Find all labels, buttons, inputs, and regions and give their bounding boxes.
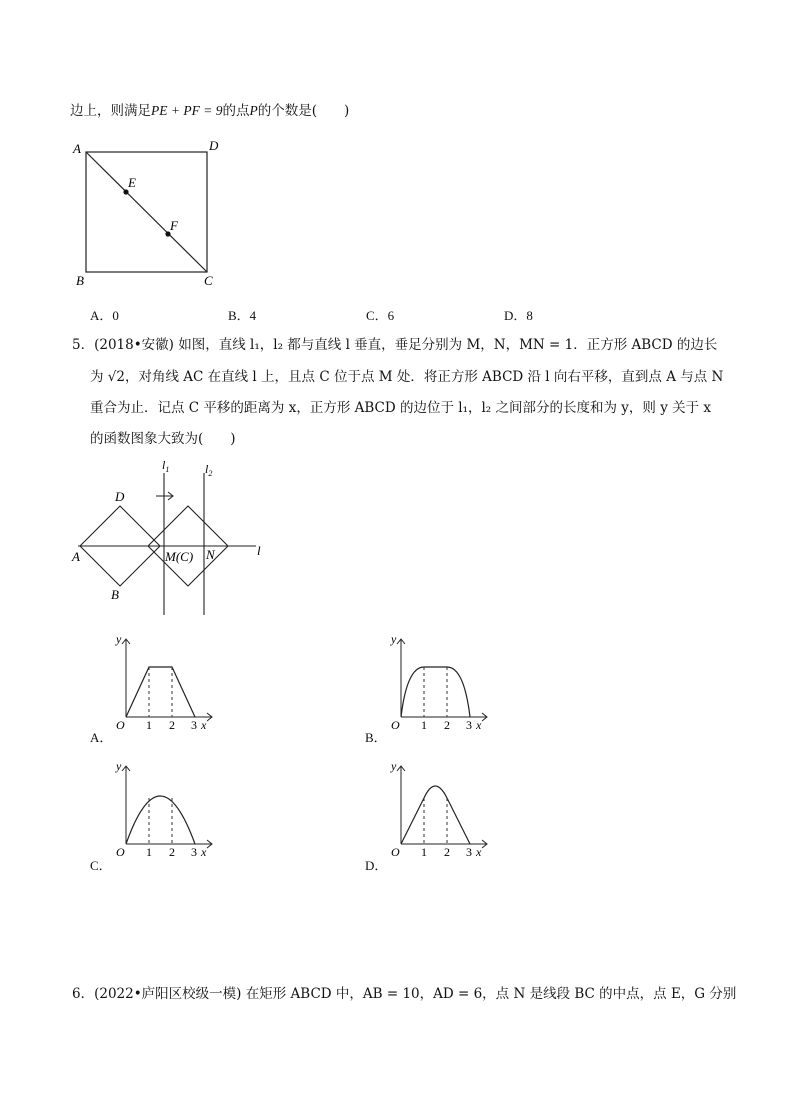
q5-label-N: N	[206, 547, 215, 562]
q5-option-b-graph[interactable]	[365, 633, 495, 737]
q4-option-d[interactable]: D．8	[504, 308, 533, 323]
graph-b-svg	[365, 633, 495, 733]
q4-label-D: D	[209, 138, 219, 153]
q4-option-a[interactable]: A．0	[90, 308, 119, 323]
graph-c-O: O	[116, 845, 125, 859]
q6-stem-line1: 6．(2022•庐阳区校级一模) 在矩形 ABCD 中，AB = 10，AD = 6，点 N 是线段 BC 的中点，点 E，G 分别	[72, 986, 737, 1002]
graph-d-y: y	[391, 760, 397, 773]
q5-label-l: l	[257, 543, 261, 558]
graph-a-t1: 1	[146, 718, 152, 732]
graph-c-x: x	[201, 845, 207, 859]
q5-option-c-graph[interactable]	[90, 760, 220, 864]
q4-label-F: F	[170, 218, 178, 233]
q5-translation-figure	[70, 455, 280, 625]
graph-a-x: x	[201, 718, 207, 732]
graph-b-t2: 2	[444, 718, 450, 732]
graph-d-O: O	[391, 845, 400, 859]
q4-label-B: B	[76, 273, 84, 288]
graph-a-t3: 3	[191, 718, 197, 732]
graph-c-y: y	[116, 760, 122, 773]
graph-d-x: x	[476, 845, 482, 859]
graph-c-t1: 1	[146, 845, 152, 859]
q5-stem-line1: 5．(2018•安徽) 如图，直线 l₁，l₂ 都与直线 l 垂直，垂足分别为 M，N，MN = 1．正方形 ABCD 的边长	[72, 337, 718, 353]
graph-c-svg	[90, 760, 220, 860]
graph-b-O: O	[391, 718, 400, 732]
q4-square-figure	[70, 135, 240, 295]
graph-b-x: x	[476, 718, 482, 732]
q5-option-b[interactable]: B．	[365, 730, 387, 745]
graph-a-svg	[90, 633, 220, 733]
graph-d-t2: 2	[444, 845, 450, 859]
q4-label-A: A	[73, 141, 81, 156]
q5-stem-line2: 为 √2，对角线 AC 在直线 l 上，且点 C 位于点 M 处．将正方形 ABCD 沿 l 向右平移，直到点 A 与点 N	[90, 369, 724, 385]
q5-option-d[interactable]: D．	[365, 858, 388, 873]
graph-a-y: y	[116, 633, 122, 646]
q5-option-c[interactable]: C．	[90, 858, 112, 873]
q5-stem-line4: 的函数图象大致为( )	[90, 431, 236, 447]
graph-b-y: y	[391, 633, 397, 646]
graph-a-O: O	[116, 718, 125, 732]
q4-label-E: E	[128, 175, 136, 190]
q5-label-l2: $l_2$	[205, 462, 213, 478]
graph-d-t3: 3	[466, 845, 472, 859]
q5-label-MC: M(C)	[165, 549, 194, 564]
graph-d-t1: 1	[421, 845, 427, 859]
q5-label-D: D	[115, 489, 125, 504]
graph-a-t2: 2	[169, 718, 175, 732]
q5-option-a-graph[interactable]	[90, 633, 220, 737]
graph-c-t3: 3	[191, 845, 197, 859]
q5-label-B: B	[111, 587, 119, 602]
graph-b-t1: 1	[421, 718, 427, 732]
graph-d-svg	[365, 760, 495, 860]
q5-label-l1: $l_1$	[162, 458, 170, 474]
graph-c-t2: 2	[169, 845, 175, 859]
q5-option-d-graph[interactable]	[365, 760, 495, 864]
graph-b-t3: 3	[466, 718, 472, 732]
q4-option-b[interactable]: B．4	[228, 308, 257, 323]
q5-stem-line3: 重合为止．记点 C 平移的距离为 x，正方形 ABCD 的边位于 l₁，l₂ 之间部分的长度和为 y，则 y 关于 x	[90, 400, 712, 416]
q4-label-C: C	[204, 273, 213, 288]
q5-label-A: A	[72, 549, 80, 564]
q5-option-a[interactable]: A．	[90, 730, 113, 745]
q4-option-c[interactable]: C．6	[366, 308, 395, 323]
q4-stem: 边上，则满足PE + PF = 9的点P的个数是( )	[70, 103, 350, 119]
